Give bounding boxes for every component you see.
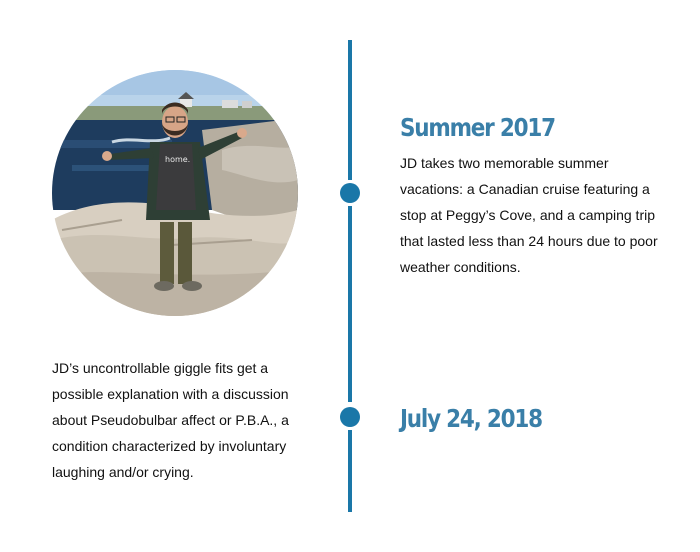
vacation-photo [52,70,298,316]
timeline-line-middle [348,206,352,402]
entry-heading-july-24-2018: July 24, 2018 [400,404,542,433]
entry-heading-summer-2017: Summer 2017 [400,113,555,142]
timeline-line-bottom [348,430,352,512]
timeline-line-top [348,40,352,180]
shirt-text: home. [165,155,191,164]
entry-body-july-24-2018: JD’s uncontrollable giggle fits get a possible explanation with a discussion about Pseudobulbar affect or P.B.A., a condition characterized by involuntary laughing and/or crying. [52,360,289,480]
timeline-dot-1 [340,183,360,203]
timeline-dot-2 [340,407,360,427]
entry-body-summer-2017: JD takes two memorable summer vacations: a Canadian cruise featuring a stop at Peggy’s Cove, and a camping trip that lasted less than 24 hours due to poor weather conditions. [400,155,658,275]
